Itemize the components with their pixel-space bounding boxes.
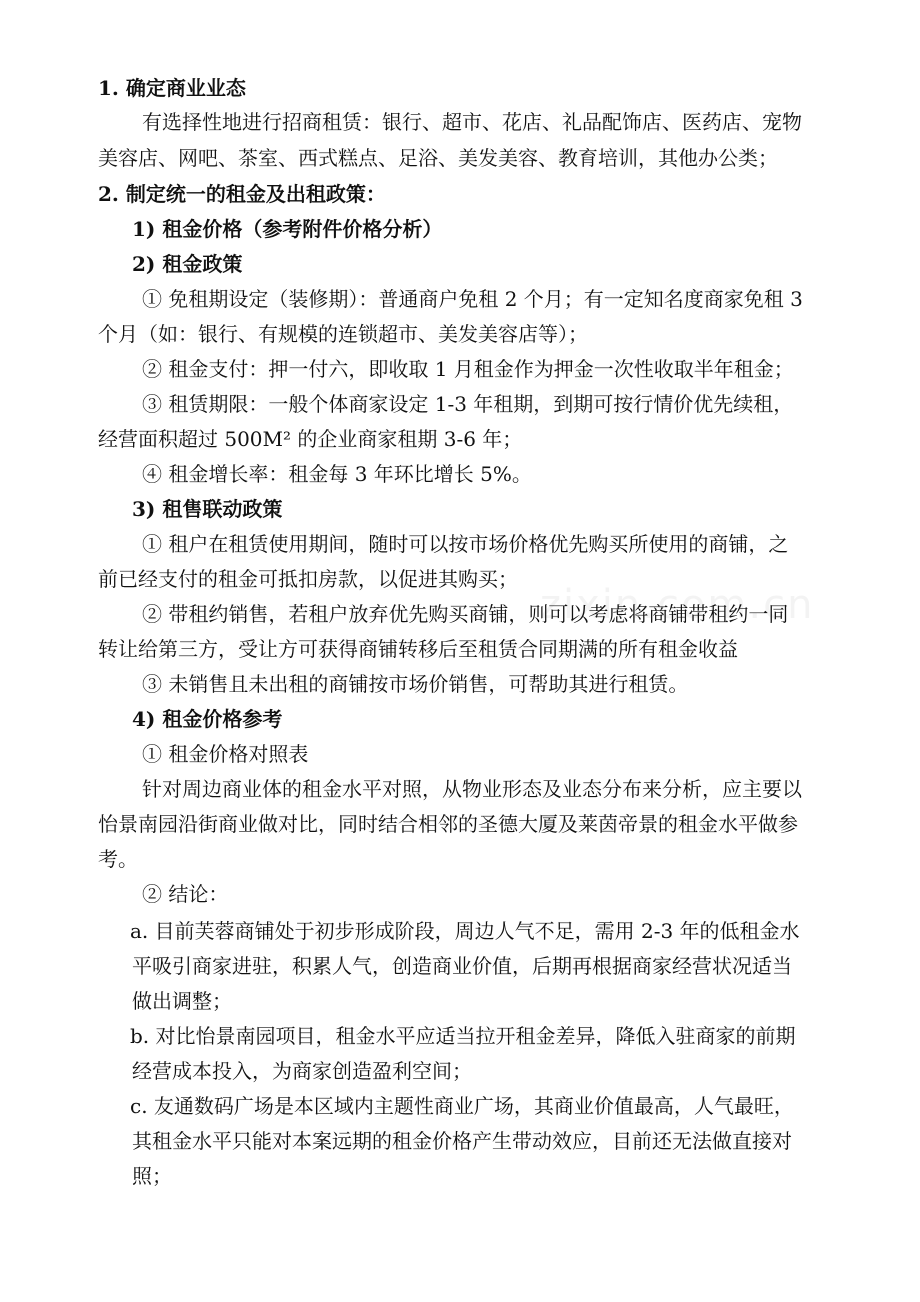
text-line-r1-body-1: 针对周边商业体的租金水平对照，从物业形态及业态分布来分析，应主要以 xyxy=(142,777,802,801)
text-line-p2-line1: ② 租金支付：押一付六，即收取 1 月租金作为押金一次性收取半年租金； xyxy=(142,357,794,381)
text-line-r1-line1: ① 租金价格对照表 xyxy=(142,742,309,766)
text-line-q2-line2: 转让给第三方，受让方可获得商铺转移后至租赁合同期满的所有租金收益 xyxy=(98,637,738,661)
text-line-p3-line2: 经营面积超过 500M² 的企业商家租期 3-6 年； xyxy=(98,427,523,451)
text-line-ca-line1: a. 目前芙蓉商铺处于初步形成阶段，周边人气不足，需用 2-3 年的低租金水 xyxy=(130,919,800,943)
text-line-q3-line1: ③ 未销售且未出租的商铺按市场价销售，可帮助其进行租赁。 xyxy=(142,672,689,696)
text-line-q1-line1: ① 租户在租赁使用期间，随时可以按市场价格优先购买所使用的商铺，之 xyxy=(142,532,789,556)
text-line-s2-sub1: 1) 租金价格（参考附件价格分析） xyxy=(132,217,443,241)
text-line-r2-line1: ② 结论： xyxy=(142,882,229,906)
text-line-s2-sub2: 2) 租金政策 xyxy=(132,252,243,276)
text-line-s2-sub3: 3) 租售联动政策 xyxy=(132,497,283,521)
text-line-s1-body-2: 美容店、网吧、茶室、西式糕点、足浴、美发美容、教育培训，其他办公类； xyxy=(98,146,778,170)
text-line-ca-line2: 平吸引商家进驻，积累人气，创造商业价值，后期再根据商家经营状况适当 xyxy=(132,954,792,978)
text-line-s1-body-1: 有选择性地进行招商租赁：银行、超市、花店、礼品配饰店、医药店、宠物 xyxy=(142,110,802,134)
text-line-cb-line1: b. 对比怡景南园项目，租金水平应适当拉开租金差异，降低入驻商家的前期 xyxy=(130,1024,796,1048)
text-line-p1-line2: 个月（如：银行、有规模的连锁超市、美发美容店等）； xyxy=(98,322,588,346)
text-line-r1-body-3: 考。 xyxy=(98,847,138,871)
text-line-r1-body-2: 怡景南园沿街商业做对比，同时结合相邻的圣德大厦及莱茵帝景的租金水平做参 xyxy=(98,812,798,836)
text-line-cc-line3: 照； xyxy=(132,1164,172,1188)
text-line-p4-line1: ④ 租金增长率：租金每 3 年环比增长 5%。 xyxy=(142,462,532,486)
text-line-s2-sub4: 4) 租金价格参考 xyxy=(132,707,283,731)
text-line-cc-line2: 其租金水平只能对本案远期的租金价格产生带动效应，目前还无法做直接对 xyxy=(132,1129,792,1153)
text-line-q1-line2: 前已经支付的租金可抵扣房款，以促进其购买； xyxy=(98,567,518,591)
text-line-p3-line1: ③ 租赁期限：一般个体商家设定 1-3 年租期，到期可按行情价优先续租， xyxy=(142,392,794,416)
text-line-s1-heading: 1. 确定商业业态 xyxy=(98,76,246,100)
text-line-p1-line1: ① 免租期设定（装修期）：普通商户免租 2 个月；有一定知名度商家免租 3 xyxy=(142,287,803,311)
text-line-q2-line1: ② 带租约销售，若租户放弃优先购买商铺，则可以考虑将商铺带租约一同 xyxy=(142,602,789,626)
text-line-cc-line1: c. 友通数码广场是本区域内主题性商业广场，其商业价值最高，人气最旺， xyxy=(130,1094,794,1118)
text-line-s2-heading: 2. 制定统一的租金及出租政策： xyxy=(98,182,386,206)
text-line-cb-line2: 经营成本投入，为商家创造盈利空间； xyxy=(132,1059,472,1083)
text-line-ca-line3: 做出调整； xyxy=(132,989,232,1013)
